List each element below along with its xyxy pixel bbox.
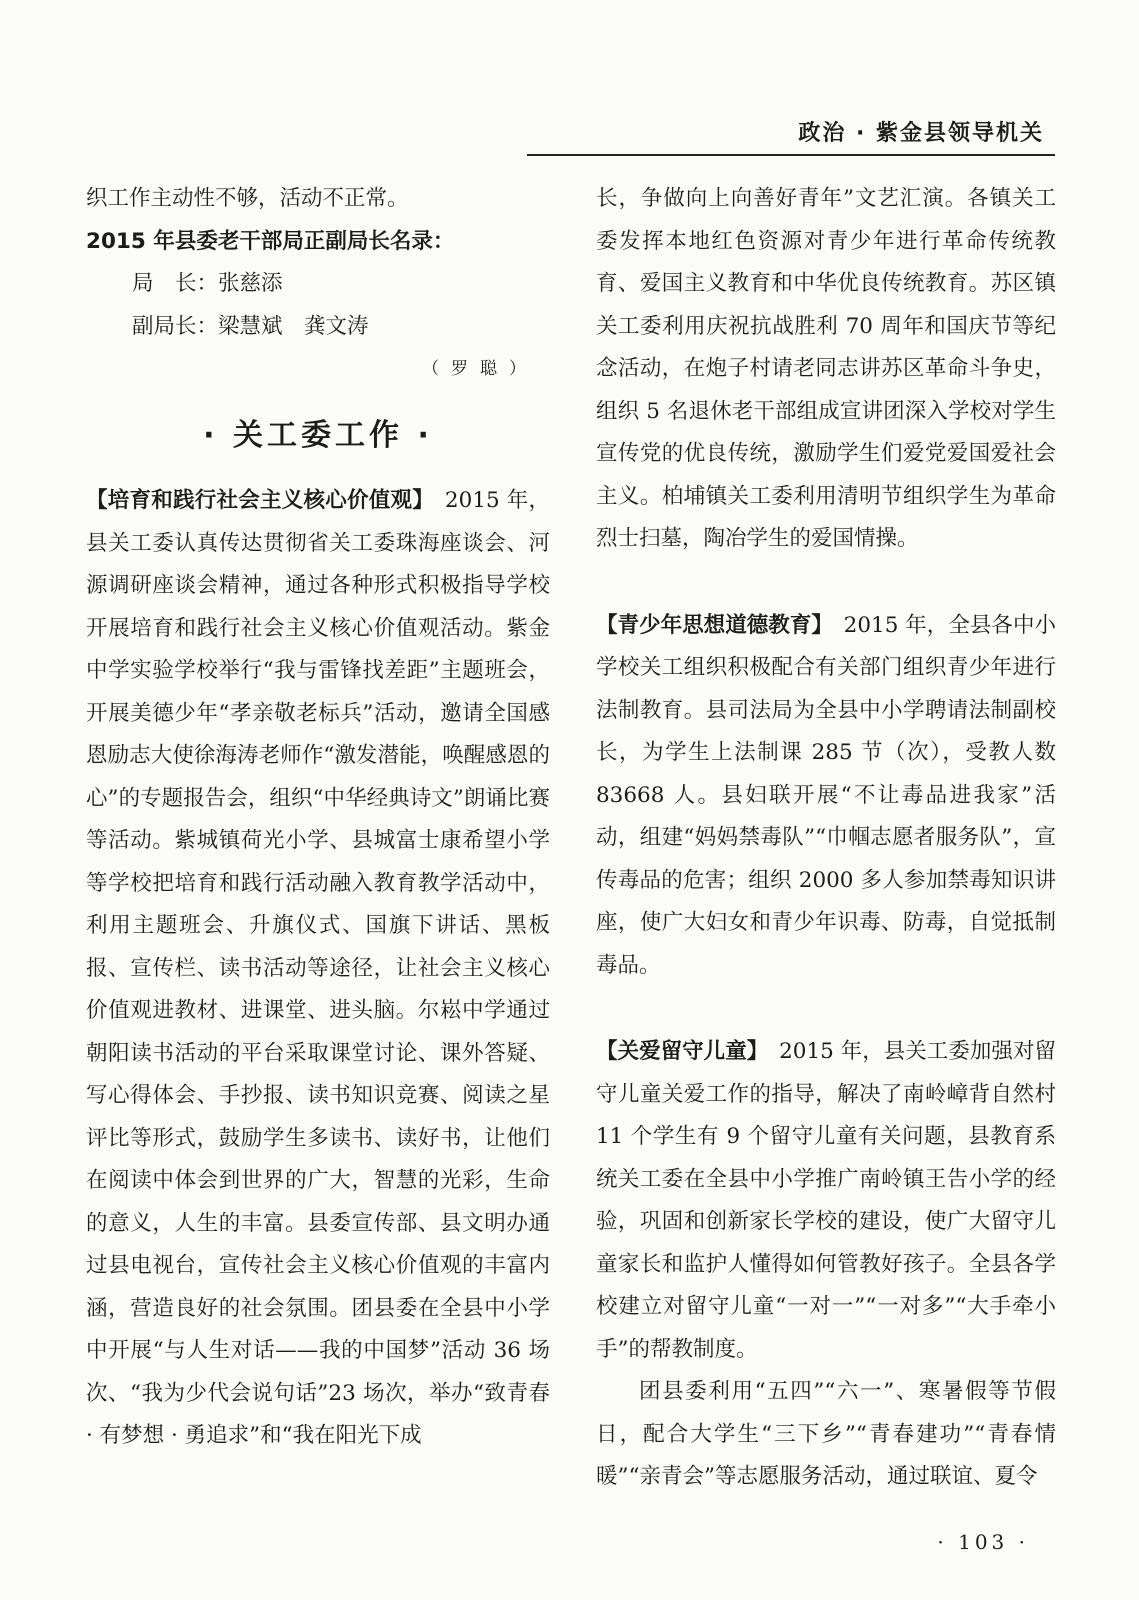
right-column	[596, 178, 1056, 1499]
paragraph-body: 2015 年，县关工委加强对留守儿童关爱工作的指导，解决了南岭嶂背自然村 11 个学生有 9 个留守儿童有关问题，县教育系统关工委在全县中小学推广南岭镇王告小学的经验，巩固和创新家长学校的建设，使广大留守儿童家长和监护人懂得如何管教好孩子。全县各学校建立对留守儿童“一对一”“一对多”“大手牵小手”的帮教制度。	[596, 1039, 1056, 1362]
paragraph-heading: 【培育和践行社会主义核心价值观】	[86, 488, 424, 513]
paragraph-body: 2015 年，县关工委认真传达贯彻省关工委珠海座谈会、河源调研座谈会精神，通过各种形式积极指导学校开展培育和践行社会主义核心价值观活动。紫金中学实验学校举行“我与雷锋找差距”主题班会，开展美德少年“孝亲敬老标兵”活动，邀请全国感恩励志大使徐海涛老师作“激发潜能，唤醒感恩的心”的专题报告会，组织“中华经典诗文”朗诵比赛等活动。紫城镇荷光小学、县城富士康希望小学等学校把培育和践行活动融入教育教学活动中，利用主题班会、升旗仪式、国旗下讲话、黑板报、宣传栏、读书活动等途径，让社会主义核心价值观进教材、进课堂、进头脑。尔崧中学通过朝阳读书活动的平台采取课堂讨论、课外答疑、写心得体会、手抄报、读书知识竞赛、阅读之星评比等形式，鼓励学生多读书、读好书，让他们在阅读中体会到世界的广大，智慧的光彩，生命的意义，人生的丰富。县委宣传部、县文明办通过县电视台，宣传社会主义核心价值观的丰富内涵，营造良好的社会氛围。团县委在全县中小学中开展“与人生对话——我的中国梦”活动 36 场次、“我为少代会说句话”23 场次，举办“致青春 · 有梦想 · 勇追求”和“我在阳光下成	[86, 488, 550, 1448]
paragraph-moral-education	[596, 605, 1056, 988]
paragraph-core-values-cont: 长，争做向上向善好青年”文艺汇演。各镇关工委发挥本地红色资源对青少年进行革命传统教育、爱国主义教育和中华优良传统教育。苏区镇关工委利用庆祝抗战胜利 70 周年和国庆节等纪念活动，在炮子村请老同志讲苏区革命斗争史，组织 5 名退休老干部组成宣讲团深入学校对学生宣传党的优良传统，激励学生们爱党爱国爱社会主义。柏埔镇关工委利用清明节组织学生为革命烈士扫墓，陶冶学生的爱国情操。	[596, 186, 1056, 551]
left-column	[86, 178, 550, 1458]
paragraph-body: 2015 年，全县各中小学校关工组织积极配合有关部门组织青少年进行法制教育。县司法局为全县中小学聘请法制副校长，为学生上法制课 285 节（次），受教人数 83668 人。县妇联开展“不让毒品进我家”活动，组建“妈妈禁毒队”“巾帼志愿者服务队”，宣传毒品的危害；组织 2000 多人参加禁毒知识讲座，使广大妇女和青少年识毒、防毒，自觉抵制毒品。	[596, 612, 1056, 978]
paragraph-heading: 【关爱留守儿童】	[596, 1039, 758, 1064]
paragraph-heading: 【青少年思想道德教育】	[596, 612, 823, 638]
running-header: 政治 · 紫金县领导机关	[798, 121, 1044, 146]
paragraph-core-values	[86, 480, 550, 1458]
paragraph-youth-league: 团县委利用“五四”“六一”、寒暑假等节假日，配合大学生“三下乡”“青春建功”“青春情暖”“亲青会”等志愿服务活动，通过联谊、夏令	[596, 1379, 1056, 1489]
director-row: 局 长：张慈添	[132, 271, 283, 296]
namelist-title: 2015 年县委老干部局正副局长名录：	[86, 228, 455, 254]
spacer	[596, 987, 1056, 1031]
spacer	[596, 561, 1056, 605]
paragraph-left-behind-children	[596, 1031, 1056, 1371]
author-credit: （罗聪）	[422, 359, 538, 379]
intro-text: 织工作主动性不够，活动不正常。	[86, 186, 409, 211]
page-number: · 103 ·	[937, 1530, 1029, 1554]
section-title: · 关工委工作 ·	[203, 418, 433, 453]
header-rule	[527, 154, 1055, 156]
deputies-row: 副局长：梁慧斌 龚文涛	[132, 313, 369, 339]
